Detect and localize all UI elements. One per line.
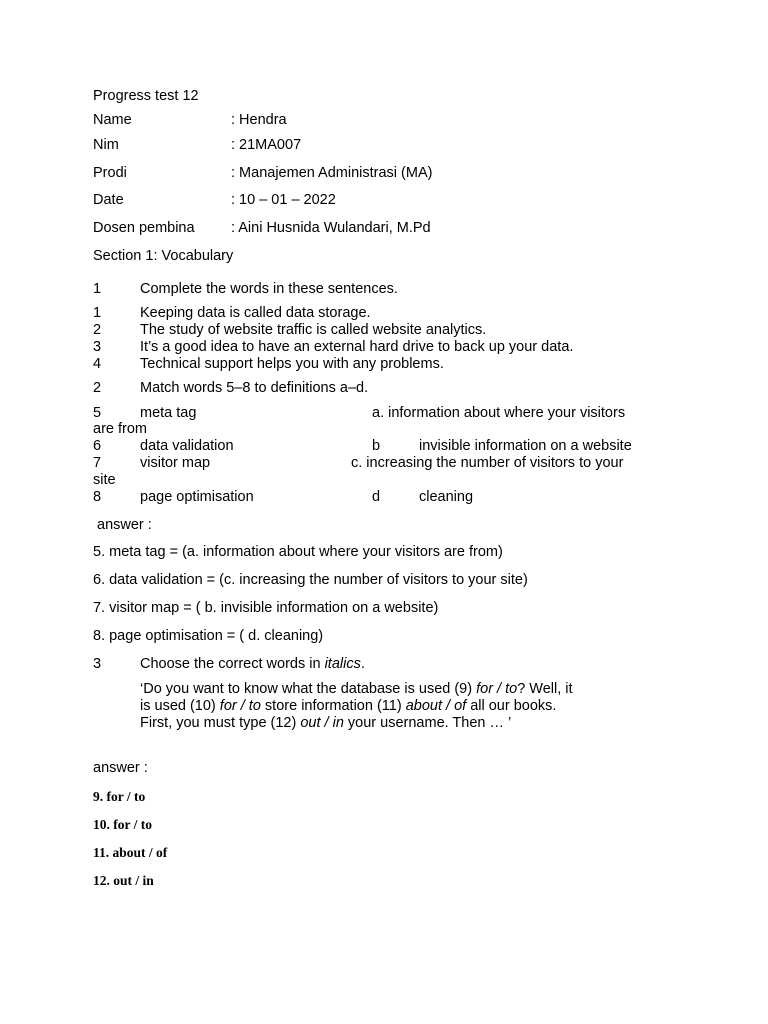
question-1-number: 1 bbox=[93, 281, 102, 297]
dialogue-line: ‘Do you want to know what the database is used (9) for / to? Well, it bbox=[140, 681, 573, 697]
match-row-definition-continued: are from bbox=[93, 421, 147, 437]
match-row-number: 7 bbox=[93, 455, 102, 471]
dialogue-line: is used (10) for / to store information (11) about / of all our books. bbox=[140, 698, 557, 714]
match-row-term: meta tag bbox=[140, 405, 197, 421]
info-label-nim: Nim bbox=[93, 137, 119, 153]
match-row-number: 8 bbox=[93, 489, 102, 505]
q1-item-number: 4 bbox=[93, 356, 102, 372]
match-row-term: page optimisation bbox=[140, 489, 254, 505]
italics-word: italics bbox=[324, 656, 361, 672]
section-heading: Section 1: Vocabulary bbox=[93, 248, 234, 264]
answer-line: 8. page optimisation = ( d. cleaning) bbox=[93, 628, 324, 644]
answer-line: 10. for / to bbox=[93, 817, 152, 832]
question-3-number: 3 bbox=[93, 656, 102, 672]
match-row-definition: a. information about where your visitors bbox=[372, 405, 626, 421]
info-value-name: : Hendra bbox=[231, 112, 287, 128]
answer-line: 11. about / of bbox=[93, 845, 168, 860]
info-value-lecturer: : Aini Husnida Wulandari, M.Pd bbox=[231, 220, 431, 236]
match-row-letter: d bbox=[372, 489, 381, 505]
info-label-name: Name bbox=[93, 112, 132, 128]
question-2-instruction: Match words 5–8 to definitions a–d. bbox=[140, 380, 369, 396]
match-row-number: 6 bbox=[93, 438, 102, 454]
q1-item-number: 1 bbox=[93, 305, 102, 321]
question-2-number: 2 bbox=[93, 380, 102, 396]
dialogue-line: First, you must type (12) out / in your username. Then … ’ bbox=[140, 715, 512, 731]
info-label-prodi: Prodi bbox=[93, 165, 127, 181]
question-3-instruction: Choose the correct words in italics. bbox=[140, 656, 365, 672]
answer-line: 5. meta tag = (a. information about where your visitors are from) bbox=[93, 544, 503, 560]
info-value-date: : 10 – 01 – 2022 bbox=[231, 192, 336, 208]
info-value-nim: : 21MA007 bbox=[231, 137, 302, 153]
q1-item-text: It’s a good idea to have an external hard drive to back up your data. bbox=[140, 339, 574, 355]
match-row-definition: cleaning bbox=[419, 489, 474, 505]
match-row-definition: invisible information on a website bbox=[419, 438, 632, 454]
q1-item-text: Technical support helps you with any problems. bbox=[140, 356, 444, 372]
match-row-term: data validation bbox=[140, 438, 234, 454]
match-row-letter: b bbox=[372, 438, 381, 454]
answer-label: answer : bbox=[93, 760, 148, 776]
match-row-definition: c. increasing the number of visitors to your bbox=[351, 455, 624, 471]
answer-line: 12. out / in bbox=[93, 873, 154, 888]
answer-line: 9. for / to bbox=[93, 789, 146, 804]
match-row-definition-continued: site bbox=[93, 472, 116, 488]
q1-item-number: 3 bbox=[93, 339, 102, 355]
document-title: Progress test 12 bbox=[93, 88, 199, 104]
info-value-prodi: : Manajemen Administrasi (MA) bbox=[231, 165, 433, 181]
answer-line: 6. data validation = (c. increasing the number of visitors to your site) bbox=[93, 572, 528, 588]
match-row-term: visitor map bbox=[140, 455, 211, 471]
match-row-number: 5 bbox=[93, 405, 102, 421]
question-1-instruction: Complete the words in these sentences. bbox=[140, 281, 398, 297]
info-label-lecturer: Dosen pembina bbox=[93, 220, 195, 236]
info-label-date: Date bbox=[93, 192, 124, 208]
q1-item-text: The study of website traffic is called website analytics. bbox=[140, 322, 487, 338]
answer-label: answer : bbox=[97, 517, 152, 533]
answer-line: 7. visitor map = ( b. invisible information on a website) bbox=[93, 600, 439, 616]
q1-item-text: Keeping data is called data storage. bbox=[140, 305, 371, 321]
q1-item-number: 2 bbox=[93, 322, 102, 338]
